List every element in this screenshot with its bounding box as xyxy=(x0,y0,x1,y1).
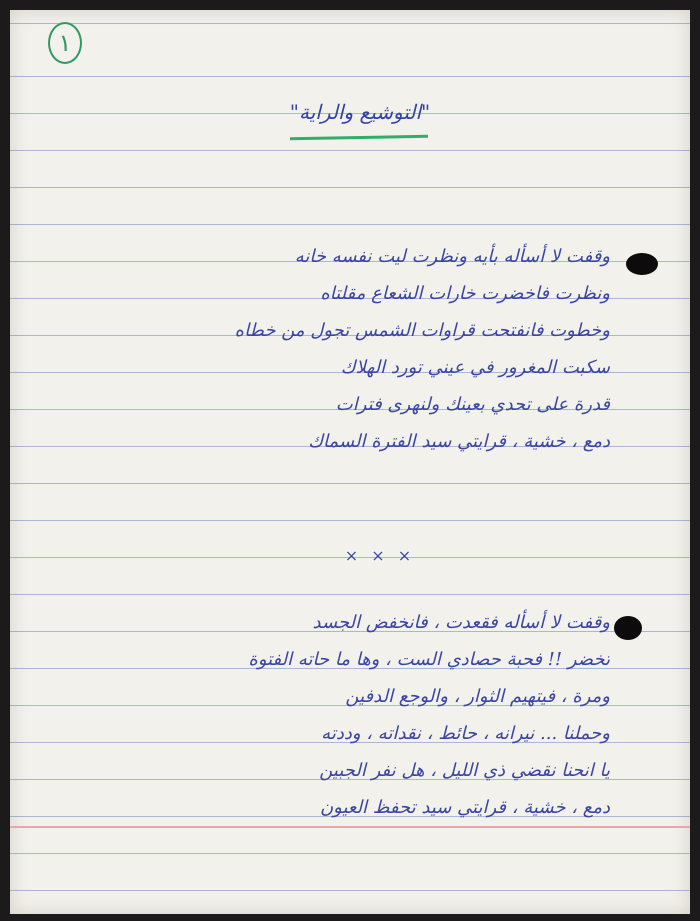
verse-line: دمع ، خشية ، قرايتي سيد الفترة السماك xyxy=(308,431,610,452)
verse-line: سكبت المغرور في عيني تورد الهلاك xyxy=(340,357,610,378)
red-margin-line xyxy=(10,826,690,828)
stanza-separator: × × × xyxy=(344,546,416,565)
verse-line: دمع ، خشية ، قرايتي سيد تحفظ العيون xyxy=(319,797,610,818)
verse-line: تخضر !! فحبة حصادي الست ، وها ما حاته الفتوة xyxy=(248,649,610,670)
circled-page-number: ١ xyxy=(48,22,82,64)
verse-line: يا انحنا نقضي ذي الليل ، هل نفر الجبين xyxy=(319,760,610,781)
verse-line: ونظرت فاخضرت خارات الشعاع مقلتاه xyxy=(320,283,610,304)
poem-title: "التوشيع والراية" xyxy=(289,100,431,124)
verse-line: قدرة على تحدي بعينك ولنهرى فترات xyxy=(335,394,610,415)
stanza-2 xyxy=(50,604,610,826)
notebook-page xyxy=(10,10,690,914)
verse-line: وحملنا ... نيرانه ، حائط ، نقداته ، وددته xyxy=(321,723,610,744)
punch-hole-bottom xyxy=(614,616,642,640)
verse-line: وخطوت فانفتحت قراوات الشمس تجول من خطاه xyxy=(234,320,610,341)
title-underline xyxy=(290,135,428,140)
stanza-1 xyxy=(50,238,610,460)
verse-line: وقفت لا أسأله بأيه ونظرت ليت نفسه خانه xyxy=(294,246,610,267)
verse-line: ومرة ، فيتهيم الثوار ، والوجع الدفين xyxy=(345,686,610,707)
punch-hole-top xyxy=(626,253,658,275)
verse-line: وقفت لا أسأله فقعدت ، فانخفض الجسد xyxy=(312,612,610,633)
